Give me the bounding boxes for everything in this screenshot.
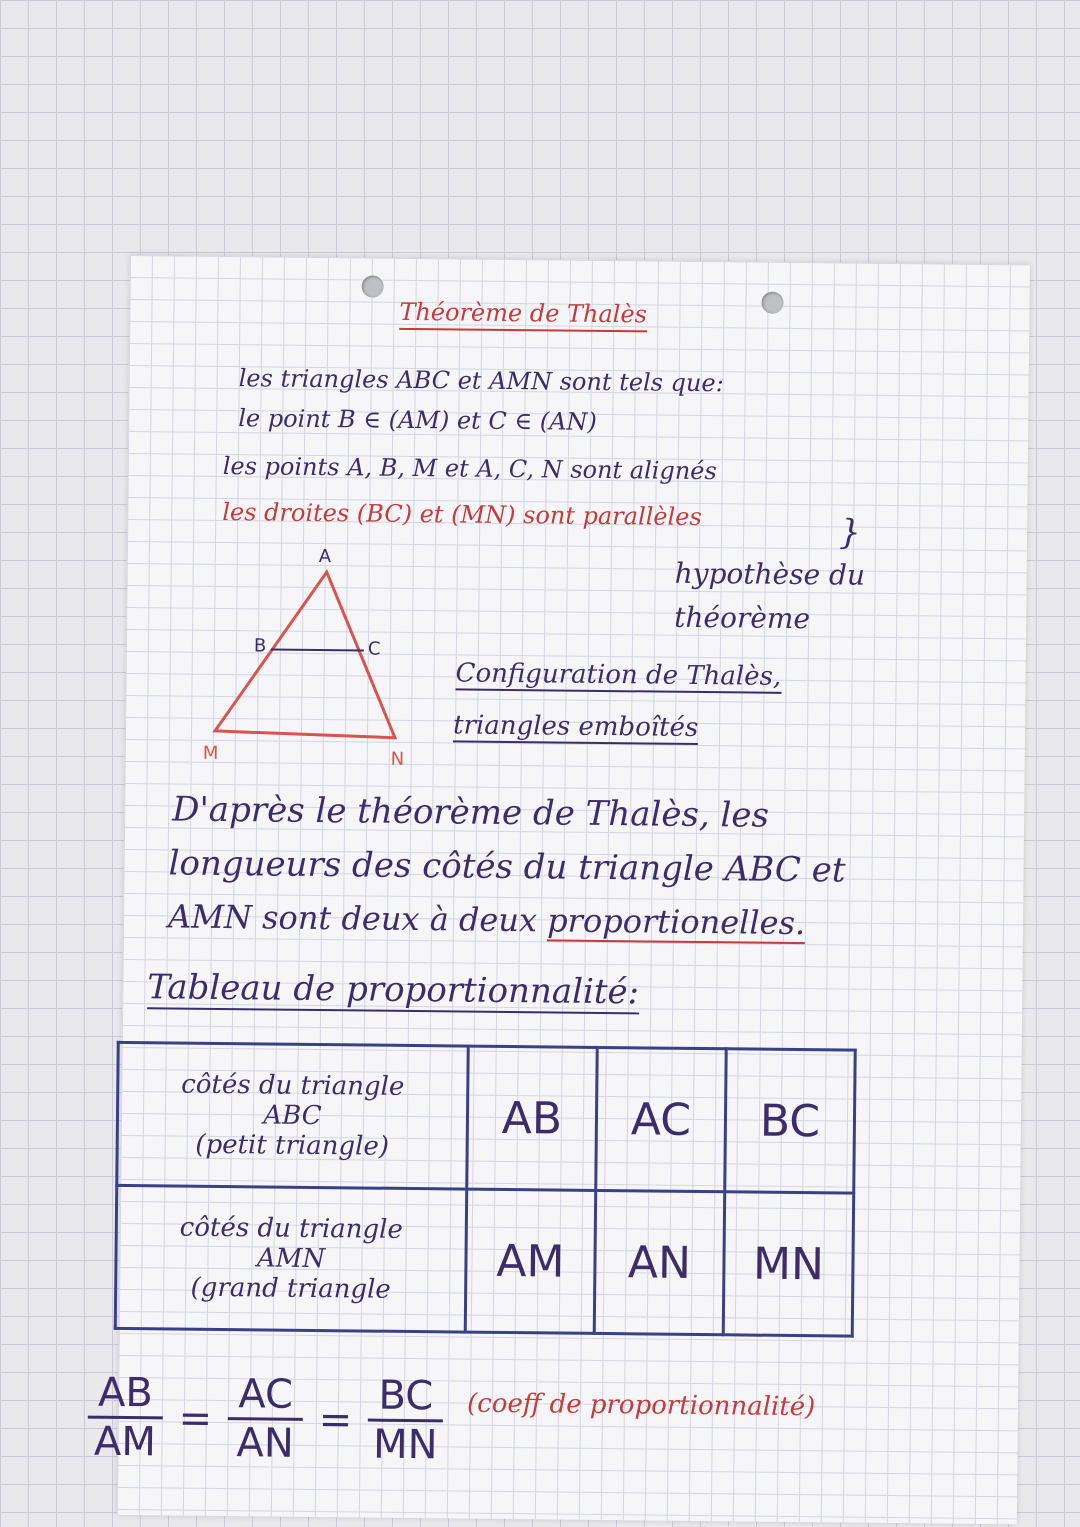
row-header-line: AMN [256,1243,326,1275]
table-row [117,1042,855,1193]
notebook-page [93,255,1030,1524]
equals-sign: = [318,1396,353,1443]
fraction-denominator: MN [372,1421,438,1469]
row-header-line: ABC [263,1100,322,1132]
configuration-label-line-2: triangles emboîtés [452,710,699,743]
conclusion-line-2: longueurs des côtés du triangle ABC et [168,843,846,891]
row-header-line: côtés du triangle [181,1069,405,1102]
table-cell: AN [594,1190,724,1334]
label-n: N [390,748,405,770]
fraction-numerator: BC [368,1373,443,1423]
intro-line-3: les points A, B, M et A, C, N sont alignés [222,451,717,486]
conclusion-line-3 [168,897,805,942]
fraction-bc-mn [368,1373,444,1469]
conclusion-line-1: D'après le théorème de Thalès, les [171,789,770,836]
row-header [117,1042,468,1189]
punch-hole [362,275,384,297]
table-row [115,1185,853,1336]
intro-line-4: les droites (BC) et (MN) sont parallèles [222,497,702,532]
configuration-label-line-1: Configuration de Thalès, [455,658,782,692]
row-header-line: (grand triangle [190,1272,391,1305]
row-header-line: (petit triangle) [195,1129,390,1162]
fraction-ac-an [228,1371,304,1467]
hypothesis-brace: } [838,512,861,553]
punch-hole [761,292,783,314]
table-cell: AB [467,1046,597,1190]
note-title: Théorème de Thalès [399,298,647,333]
thales-ratio-formula [77,1370,815,1473]
table-cell: MN [723,1192,853,1336]
thales-triangle-diagram [195,541,417,773]
fraction-denominator: AM [93,1418,157,1466]
table-title: Tableau de proportionnalité: [147,967,640,1013]
hypothesis-label-line-1: hypothèse du [674,556,866,592]
label-a: A [318,545,332,568]
equals-sign: = [178,1395,213,1442]
fraction-ab-am [87,1370,163,1466]
conclusion-line-3-start: AMN sont deux à deux [167,897,548,940]
fraction-numerator: AC [228,1371,303,1421]
table-cell: BC [725,1049,855,1193]
table-cell: AM [465,1189,595,1333]
label-c: C [367,638,381,660]
row-header-line: côtés du triangle [179,1212,404,1245]
table-cell: AC [596,1047,726,1191]
intro-line-1: les triangles ABC et AMN sont tels que: [238,364,724,398]
fraction-denominator: AN [236,1420,295,1467]
fraction-numerator: AB [88,1370,163,1420]
proportionality-table [114,1041,857,1338]
intro-line-2: le point B ∈ (AM) et C ∈ (AN) [238,404,598,436]
segment-bc [271,649,364,650]
hypothesis-label-line-2: théorème [674,600,811,636]
row-header [115,1185,466,1332]
label-b: B [253,635,267,657]
proportional-underlined: proportionelles. [546,901,806,943]
coefficient-comment: (coeff de proportionnalité) [466,1388,816,1422]
label-m: M [202,742,219,764]
